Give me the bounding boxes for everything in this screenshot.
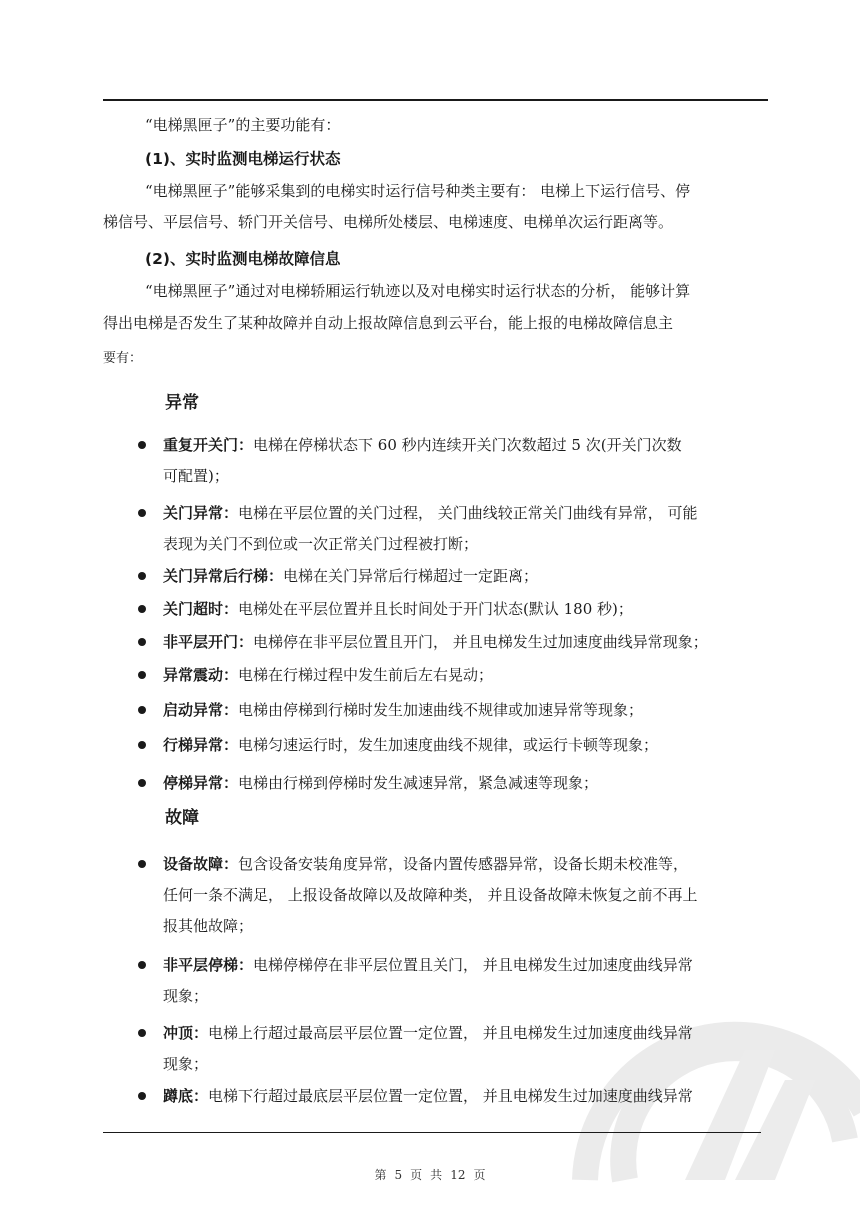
footer-rule [103,1132,761,1133]
section2-title: (2)、实时监测电梯故障信息 [145,250,341,268]
list-item [163,849,698,942]
item-label: 重复开关门： [163,436,254,454]
section2-para-line3: 要有： [103,351,143,366]
footer-total-pages: 12 [450,1168,466,1182]
list-item [163,430,682,492]
bullet-icon [138,638,146,646]
item-text: 电梯由行梯到停梯时发生减速异常，紧急减速等现象； [238,774,599,792]
header-rule [103,99,768,101]
item-text: 电梯在关门异常后行梯超过一定距离； [283,567,539,585]
item-label: 启动异常： [163,701,239,719]
item-text-cont: 现象； [163,987,209,1005]
bullet-icon [138,441,146,449]
bullet-icon [138,961,146,969]
page-footer [0,1166,860,1183]
item-label: 关门超时： [163,600,239,618]
item-label: 关门异常后行梯： [163,567,284,585]
bullet-icon [138,671,146,679]
fault-heading: 故障 [165,808,199,828]
bullet-icon [138,572,146,580]
intro-text: “电梯黑匣子”的主要功能有： [145,116,341,134]
item-text: 电梯上行超过最高层平层位置一定位置， 并且电梯发生过加速度曲线异常 [208,1024,693,1042]
item-text: 电梯在行梯过程中发生前后左右晃动； [238,666,494,684]
list-item [163,498,698,560]
item-text: 电梯在平层位置的关门过程， 关门曲线较正常关门曲线有异常， 可能 [238,504,698,522]
bullet-icon [138,860,146,868]
item-label: 非平层开门： [163,633,254,651]
list-item [163,594,633,625]
item-text-cont: 表现为关门不到位或一次正常关门过程被打断； [163,535,479,553]
footer-ye: 页 [473,1168,486,1182]
item-text: 电梯停在非平层位置且开门， 并且电梯发生过加速度曲线异常现象； [253,633,708,651]
list-item [163,627,708,658]
list-item [163,561,538,592]
section1-para-line2: 梯信号、平层信号、轿门开关信号、电梯所处楼层、电梯速度、电梯单次运行距离等。 [103,213,674,231]
item-text: 电梯由停梯到行梯时发生加速曲线不规律或加速异常等现象； [238,701,644,719]
item-label: 停梯异常： [163,774,239,792]
footer-page-number: 5 [394,1168,403,1182]
bullet-icon [138,605,146,613]
footer-di: 第 [374,1168,387,1182]
bullet-icon [138,779,146,787]
item-label: 关门异常： [163,504,239,522]
bullet-icon [138,706,146,714]
item-label: 行梯异常： [163,736,239,754]
section2-para-line1: “电梯黑匣子”通过对电梯轿厢运行轨迹以及对电梯实时运行状态的分析， 能够计算 [145,282,691,300]
item-text: 电梯匀速运行时，发生加速度曲线不规律，或运行卡顿等现象； [238,736,659,754]
item-label: 冲顶： [163,1024,209,1042]
section1-title: (1)、实时监测电梯运行状态 [145,150,341,168]
item-label: 设备故障： [163,855,239,873]
footer-gong: 共 [430,1168,443,1182]
bullet-icon [138,1029,146,1037]
item-text: 电梯下行超过最底层平层位置一定位置， 并且电梯发生过加速度曲线异常 [208,1087,693,1105]
item-text: 包含设备安装角度异常，设备内置传感器异常，设备长期未校准等， [238,855,689,873]
list-item [163,695,643,726]
list-item [163,730,658,761]
item-text: 电梯处在平层位置并且长时间处于开门状态(默认 180 秒)； [238,600,633,618]
item-text: 电梯停梯停在非平层位置且关门， 并且电梯发生过加速度曲线异常 [253,956,693,974]
item-label: 非平层停梯： [163,956,254,974]
item-text: 电梯在停梯状态下 60 秒内连续开关门次数超过 5 次(开关门次数 [253,436,682,454]
list-item [163,950,693,1012]
item-label: 蹲底： [163,1087,209,1105]
section1-para-line1: “电梯黑匣子”能够采集到的电梯实时运行信号种类主要有： 电梯上下运行信号、停 [145,182,691,200]
list-item [163,1081,693,1112]
bullet-icon [138,741,146,749]
item-text-cont: 任何一条不满足， 上报设备故障以及故障种类， 并且设备故障未恢复之前不再上 [163,886,698,904]
footer-ye: 页 [410,1168,423,1182]
item-text-cont: 现象； [163,1055,209,1073]
item-text-cont: 可配置)； [163,467,229,485]
list-item [163,660,493,691]
list-item [163,1018,693,1080]
item-text-cont: 报其他故障； [163,917,254,935]
bullet-icon [138,509,146,517]
section2-para-line2: 得出电梯是否发生了某种故障并自动上报故障信息到云平台，能上报的电梯故障信息主 [103,314,674,332]
item-label: 异常震动： [163,666,239,684]
list-item [163,768,598,799]
anomaly-heading: 异常 [165,393,199,413]
bullet-icon [138,1092,146,1100]
